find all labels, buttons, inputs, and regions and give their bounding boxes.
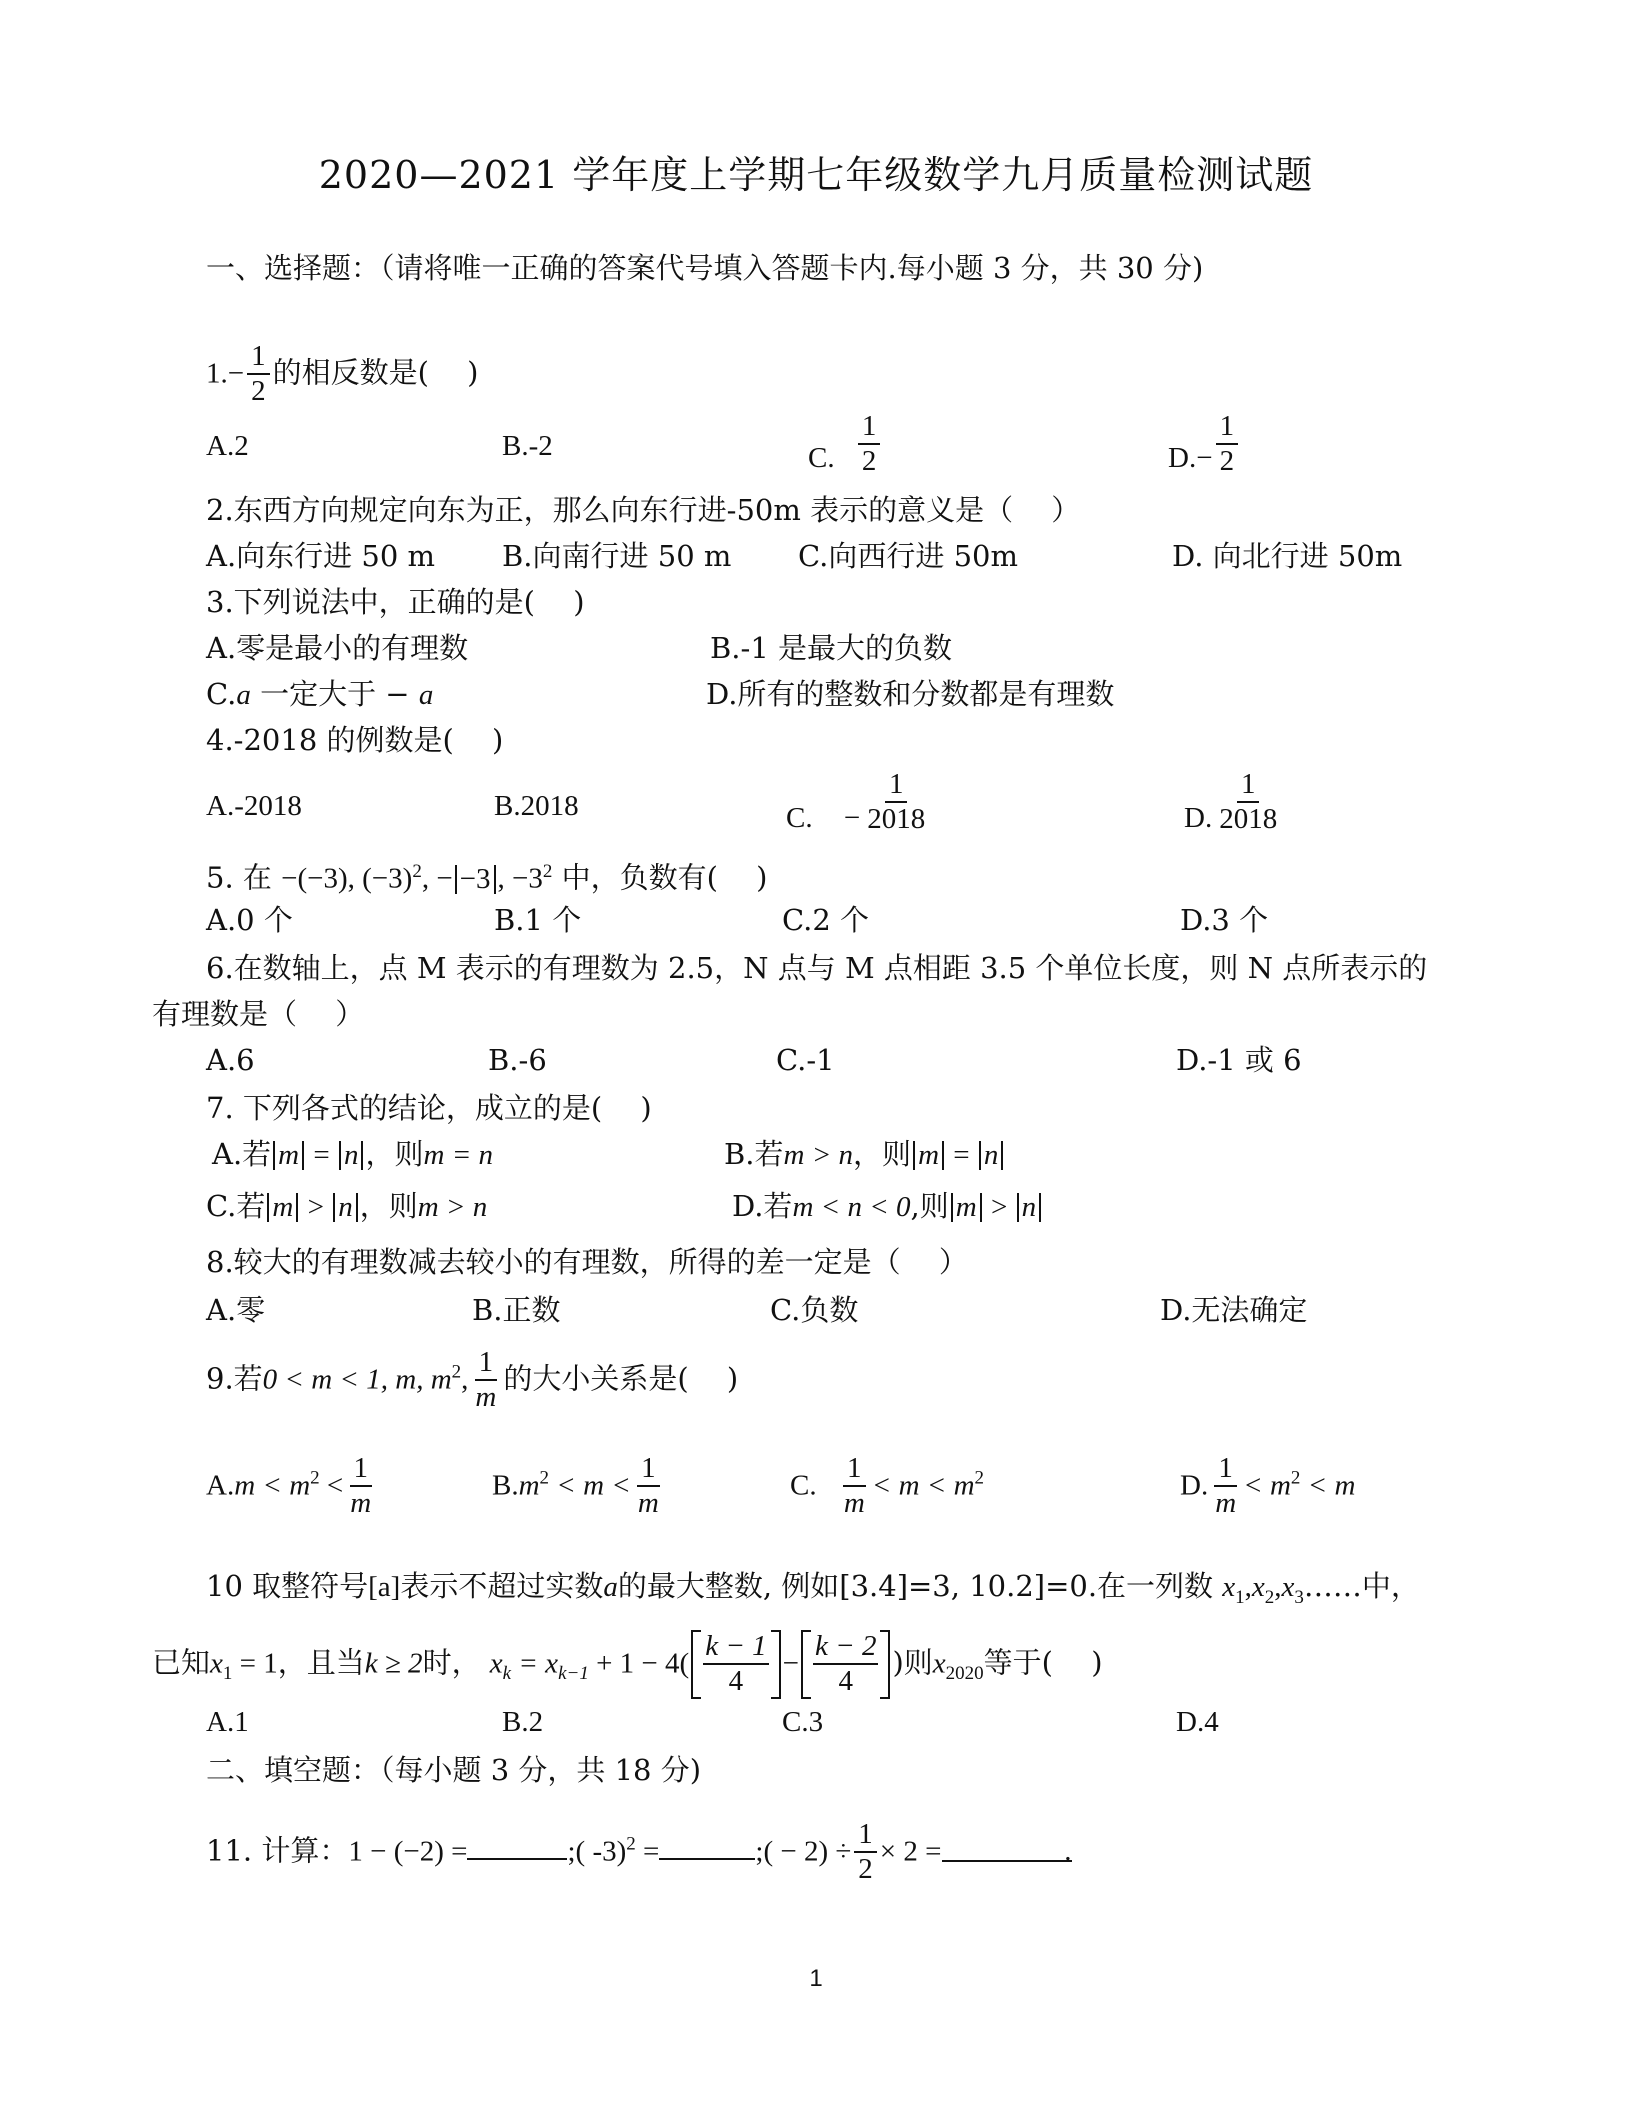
q10-comma1: , <box>1244 1571 1252 1603</box>
q10-x3: x <box>1281 1571 1295 1603</box>
q7-d-absm: m <box>951 1193 982 1222</box>
q5-exp2: 2 <box>542 861 553 882</box>
q10-l2-a: 已知 <box>152 1645 211 1680</box>
q11-prefix: 11. 计算： <box>206 1833 349 1868</box>
q11-sep2: ; <box>755 1835 764 1868</box>
q10-br1-num: k − 1 <box>703 1630 768 1665</box>
q4-d-label: D. <box>1184 802 1213 834</box>
q9-option-c <box>790 1452 984 1521</box>
q7-c-absn: n <box>333 1193 358 1222</box>
q7-a-concl: m = n <box>423 1139 494 1171</box>
q10-l2-c: 时， <box>422 1645 481 1680</box>
q1-option-d <box>1168 410 1241 479</box>
q5-option-a: A.0 个 <box>206 903 293 937</box>
q1-c-num: 1 <box>858 410 881 445</box>
q3-option-d: D.所有的整数和分数都是有理数 <box>706 677 1115 711</box>
q5-expr1: −(−3), (−3) <box>281 862 413 895</box>
q11-num: 1 <box>854 1818 877 1853</box>
q8-option-c: C.负数 <box>770 1293 859 1327</box>
q5-prefix: 5. 在 <box>206 860 272 895</box>
q9-a-num: 1 <box>350 1452 373 1487</box>
q2-option-b: B.向南行进 50 m <box>502 539 732 573</box>
q4-d-fraction <box>1215 768 1281 837</box>
q11-e2: ( -3) <box>575 1835 627 1868</box>
q10-l1-c: 表示不超过实数 <box>400 1569 604 1603</box>
q7-d-cond: m < n < 0 <box>792 1191 911 1223</box>
q5-suffix: 中，负数有( ) <box>552 860 768 895</box>
q10-l2-d: )则 <box>892 1645 933 1680</box>
q7-b-absn: n <box>979 1141 1004 1170</box>
question-7: 7. 下列各式的结论，成立的是( ) <box>206 1091 652 1125</box>
q1-d-neg: − <box>1196 442 1213 474</box>
q4-option-d <box>1184 768 1284 837</box>
q9-den: m <box>475 1381 497 1414</box>
q3-c-mid: 一定大于 − <box>250 677 419 711</box>
q5-option-b: B.1 个 <box>494 903 582 937</box>
q10-l2-x1eq: = 1 <box>232 1647 278 1680</box>
q7-c-pre: C.若 <box>206 1189 266 1223</box>
q10-option-a: A.1 <box>206 1706 249 1738</box>
q5-exp1: 2 <box>412 861 422 882</box>
q10-l1-b: [a] <box>368 1571 401 1603</box>
q10-l2-e: 等于( ) <box>983 1645 1103 1680</box>
q9-d-tail: < m <box>1300 1469 1356 1502</box>
q7-a-eq: = <box>306 1139 337 1171</box>
q10-xk-sub: k <box>502 1663 512 1685</box>
q2-option-d: D. 向北行进 50m <box>1172 539 1403 573</box>
q10-bracket-2 <box>801 1630 890 1699</box>
q4-d-num: 1 <box>1237 768 1260 803</box>
q9-cond: 0 < m < 1, m, m <box>262 1363 452 1396</box>
q8-option-d: D.无法确定 <box>1160 1293 1308 1327</box>
q9-b-fraction <box>634 1452 663 1521</box>
q3-option-c <box>206 674 433 715</box>
q10-x1-sub: 1 <box>1235 1586 1245 1608</box>
q10-x2-sub: 2 <box>1264 1586 1275 1608</box>
q1-c-label: C. <box>808 442 835 474</box>
q4-d-den: 2018 <box>1219 803 1278 836</box>
q10-l2-b: ，且当 <box>277 1645 365 1680</box>
q7-b-pre: B.若 <box>724 1137 784 1171</box>
question-2: 2.东西方向规定向东为正，那么向东行进-50m 表示的意义是（ ） <box>206 493 1081 527</box>
q7-a-absn: n <box>339 1141 364 1170</box>
q11-e2b: = <box>635 1835 660 1868</box>
q10-x2020: x <box>932 1647 946 1680</box>
question-11 <box>206 1818 1072 1887</box>
q9-a-label: A. <box>206 1469 235 1502</box>
q7-d-absn: n <box>1017 1193 1042 1222</box>
question-9 <box>206 1346 738 1415</box>
q7-option-d <box>732 1186 1043 1227</box>
q6-option-a: A.6 <box>206 1043 255 1077</box>
q10-option-d: D.4 <box>1176 1706 1219 1738</box>
q2-option-a: A.向东行进 50 m <box>206 539 435 573</box>
q8-option-a: A.零 <box>206 1293 266 1327</box>
question-5 <box>206 852 767 899</box>
q9-d-den: m <box>1215 1487 1237 1520</box>
q10-l1-e: 的最大整数, 例如[3.4]=3, 10.2]=0.在一列数 <box>617 1569 1214 1603</box>
q9-suffix: 的大小关系是( ) <box>503 1361 739 1396</box>
q9-c-sq: 2 <box>974 1467 985 1489</box>
q4-option-a: A.-2018 <box>206 790 302 822</box>
q10-formula-b: + 1 − 4( <box>588 1647 690 1680</box>
q7-option-c <box>206 1186 487 1227</box>
q10-x3-sub: 3 <box>1294 1586 1304 1608</box>
q1-num: 1 <box>247 340 270 375</box>
question-3: 3.下列说法中，正确的是( ) <box>206 585 585 619</box>
q9-b-sq: 2 <box>539 1467 550 1489</box>
q5-option-d: D.3 个 <box>1180 903 1269 937</box>
question-6-line2: 有理数是（ ） <box>152 997 365 1031</box>
q9-a-fraction <box>346 1452 375 1521</box>
q11-e1: 1 − (−2) = <box>348 1835 468 1868</box>
q10-br2-num: k − 2 <box>813 1630 878 1665</box>
question-10-line1 <box>206 1566 1420 1618</box>
q10-l2-x1-sub: 1 <box>222 1663 233 1685</box>
q4-c-num: 1 <box>885 768 908 803</box>
q9-num: 1 <box>475 1346 498 1381</box>
q7-c-absm: m <box>267 1193 298 1222</box>
q4-c-neg: − <box>843 802 861 834</box>
q1-text: 的相反数是( ) <box>272 355 479 390</box>
q4-c-den: 2018 <box>867 803 926 836</box>
q9-c-expr: < m < m <box>871 1469 975 1502</box>
q11-den: 2 <box>858 1853 873 1886</box>
q9-a-lt: < <box>319 1469 344 1502</box>
q1-d-label: D. <box>1168 442 1197 474</box>
q4-option-c <box>786 768 932 837</box>
q10-minus: − <box>782 1647 800 1680</box>
q10-x2: x <box>1251 1571 1265 1603</box>
q11-e3b: × 2 = <box>879 1835 942 1868</box>
q10-bracket-1 <box>691 1630 780 1699</box>
q9-d-expr: < m <box>1243 1469 1291 1502</box>
q9-b-expr2: < m < <box>549 1469 631 1502</box>
q1-neg: − <box>227 357 245 390</box>
q10-seq-tail: ……中， <box>1303 1569 1420 1603</box>
section-heading-fill: 二、填空题：（每小题 3 分，共 18 分) <box>206 1753 702 1787</box>
q7-a-pre: A.若 <box>212 1137 272 1171</box>
q10-x1: x <box>1222 1571 1236 1603</box>
q9-prefix: 9.若 <box>206 1361 263 1396</box>
q7-d-mid: ,则 <box>910 1189 949 1223</box>
q10-option-b: B.2 <box>502 1706 544 1738</box>
question-10-line2 <box>152 1630 1103 1699</box>
q9-a-sq: 2 <box>310 1467 320 1489</box>
q11-sep1: ; <box>567 1835 576 1868</box>
q9-option-d <box>1180 1452 1355 1521</box>
q9-d-sq: 2 <box>1290 1467 1301 1489</box>
q11-blank-1[interactable] <box>467 1828 567 1860</box>
question-4: 4.-2018 的例数是( ) <box>206 723 504 757</box>
q10-option-c: C.3 <box>782 1706 824 1738</box>
q10-x2020-sub: 2020 <box>945 1663 984 1685</box>
q1-prefix: 1. <box>206 357 228 390</box>
q7-c-mid: ，则 <box>359 1189 418 1223</box>
q9-option-a <box>206 1452 378 1521</box>
q4-option-b: B.2018 <box>494 790 579 822</box>
question-8: 8.较大的有理数减去较小的有理数，所得的差一定是（ ） <box>206 1245 968 1279</box>
q4-c-fraction <box>863 768 929 837</box>
q1-c-fraction <box>858 410 881 479</box>
q8-option-b: B.正数 <box>472 1293 561 1327</box>
q9-d-num: 1 <box>1214 1452 1237 1487</box>
q7-b-cond: m > n <box>783 1139 854 1171</box>
page-title: 2020—2021 学年度上学期七年级数学九月质量检测试题 <box>318 153 1314 197</box>
q9-exp: 2 <box>451 1361 462 1383</box>
q1-d-fraction <box>1216 410 1239 479</box>
q7-b-eq: = <box>946 1139 977 1171</box>
q3-c-a2: a <box>418 679 434 711</box>
q1-c-den: 2 <box>861 445 877 478</box>
q7-a-mid: ，则 <box>365 1137 424 1171</box>
q9-b-num: 1 <box>637 1452 660 1487</box>
q9-b-label: B. <box>492 1469 519 1502</box>
q6-option-d: D.-1 或 6 <box>1176 1043 1302 1077</box>
q5-abs: −3 <box>455 865 496 894</box>
question-6-line1: 6.在数轴上，点 M 表示的有理数为 2.5，N 点与 M 点相距 3.5 个单位长度，则 N 点所表示的 <box>206 951 1428 985</box>
q1-option-a: A.2 <box>206 430 249 462</box>
question-1 <box>206 340 478 409</box>
q7-option-b <box>724 1134 1005 1175</box>
q9-comma: , <box>461 1363 469 1396</box>
q7-d-pre: D.若 <box>732 1189 793 1223</box>
q7-d-gt: > <box>983 1191 1015 1223</box>
q9-d-label: D. <box>1180 1469 1209 1502</box>
q5-option-c: C.2 个 <box>782 903 870 937</box>
q3-c-label: C. <box>206 677 237 711</box>
q10-br2-den: 4 <box>838 1665 853 1698</box>
q1-fraction <box>247 340 270 409</box>
page-number: 1 <box>809 1965 823 1992</box>
q11-exp: 2 <box>626 1833 636 1855</box>
q2-option-c: C.向西行进 50m <box>798 539 1018 573</box>
q7-c-concl: m > n <box>417 1191 488 1223</box>
q5-expr3: , −3 <box>497 862 543 895</box>
q9-b-den: m <box>637 1487 659 1520</box>
q5-expr2: , − <box>421 862 453 895</box>
section-heading-choice: 一、选择题：（请将唯一正确的答案代号填入答题卡内.每小题 3 分，共 30 分) <box>206 251 1204 285</box>
q10-br1-den: 4 <box>728 1665 744 1698</box>
q7-option-a <box>212 1134 493 1175</box>
q10-comma2: , <box>1274 1571 1282 1603</box>
q11-end: . <box>1064 1835 1072 1868</box>
q3-option-a: A.零是最小的有理数 <box>206 631 469 665</box>
q10-l1-a: 10 取整符号 <box>206 1569 369 1603</box>
q9-c-num: 1 <box>843 1452 866 1487</box>
q3-c-a1: a <box>236 679 251 711</box>
q9-c-den: m <box>843 1487 865 1520</box>
q6-option-b: B.-6 <box>488 1043 547 1077</box>
q1-d-den: 2 <box>1219 445 1235 478</box>
q9-fraction <box>471 1346 500 1415</box>
q4-c-label: C. <box>786 802 813 834</box>
q11-blank-2[interactable] <box>659 1828 755 1860</box>
q9-c-label: C. <box>790 1469 817 1502</box>
q1-option-b: B.-2 <box>502 430 553 462</box>
q11-fraction <box>854 1818 877 1887</box>
q1-d-num: 1 <box>1216 410 1239 445</box>
q7-b-mid: ，则 <box>853 1137 912 1171</box>
q9-a-den: m <box>350 1487 372 1520</box>
q10-formula-a: = x <box>511 1647 559 1680</box>
q10-l2-kge: k ≥ 2 <box>364 1647 423 1680</box>
q10-xk1-sub: k−1 <box>558 1663 589 1685</box>
q9-option-b <box>492 1452 666 1521</box>
q11-blank-3[interactable] <box>942 1830 1072 1868</box>
q11-e3: ( − 2) ÷ <box>763 1835 852 1868</box>
q9-d-fraction <box>1211 1452 1240 1521</box>
q9-b-expr1: m <box>518 1469 540 1502</box>
q1-option-c <box>808 410 883 479</box>
q10-l1-d: a <box>603 1571 618 1603</box>
q3-option-b: B.-1 是最大的负数 <box>710 631 952 665</box>
q9-a-expr: m < m <box>234 1469 311 1502</box>
q7-a-absm: m <box>273 1141 304 1170</box>
q1-den: 2 <box>251 375 266 408</box>
q7-c-gt: > <box>300 1191 332 1223</box>
q10-xk: x <box>489 1647 503 1680</box>
q9-c-fraction <box>840 1452 869 1521</box>
q6-option-c: C.-1 <box>776 1043 835 1077</box>
q10-l2-x1: x <box>210 1647 223 1680</box>
q7-b-absm: m <box>913 1141 944 1170</box>
